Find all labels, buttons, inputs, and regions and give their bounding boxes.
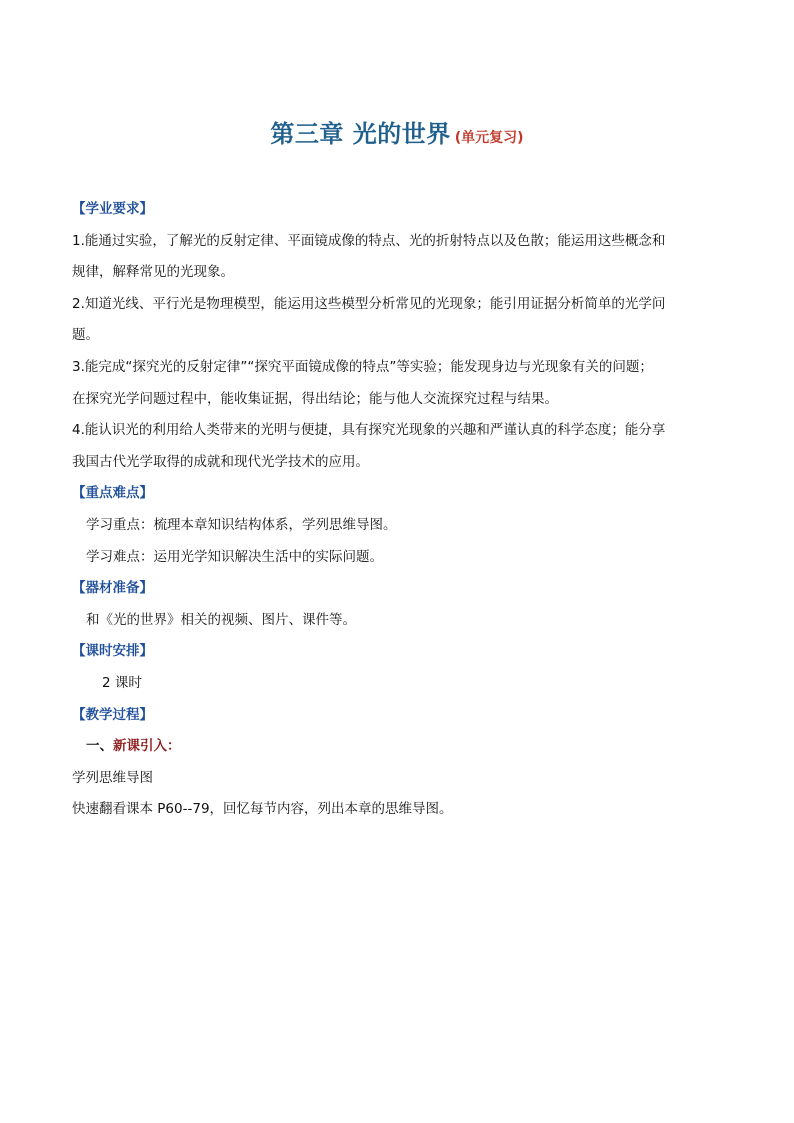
section-heading-requirements: 【学业要求】 xyxy=(72,201,153,217)
requirement-line: 3.能完成“探究光的反射定律”“探究平面镜成像的特点”等实验；能发现身边与光现象有关的问题； xyxy=(72,358,653,375)
requirement-line: 在探究光学问题过程中，能收集证据，得出结论；能与他人交流探究过程与结果。 xyxy=(72,390,558,407)
requirement-line: 题。 xyxy=(72,327,99,344)
document-body xyxy=(72,194,732,826)
process-step-prefix: 一、 xyxy=(86,738,113,755)
section-heading-key-points: 【重点难点】 xyxy=(72,485,153,502)
process-line: 学列思维导图 xyxy=(72,769,153,786)
requirement-line: 4.能认识光的利用给人类带来的光明与便捷，具有探究光现象的兴趣和严谨认真的科学态度；能分享 xyxy=(72,422,666,439)
chapter-subtitle: (单元复习) xyxy=(454,130,524,146)
section-heading-materials: 【器材准备】 xyxy=(72,580,153,597)
process-line: 快速翻看课本 P60--79，回忆每节内容，列出本章的思维导图。 xyxy=(72,801,453,818)
section-heading-schedule: 【课时安排】 xyxy=(72,643,153,660)
section-heading-process: 【教学过程】 xyxy=(72,706,153,723)
key-focus-text: 学习重点：梳理本章知识结构体系，学列思维导图。 xyxy=(86,516,397,533)
chapter-title: 第三章 光的世界 xyxy=(270,120,451,148)
requirement-line: 我国古代光学取得的成就和现代光学技术的应用。 xyxy=(72,453,369,470)
page-title xyxy=(0,114,794,149)
materials-text: 和《光的世界》相关的视频、图片、课件等。 xyxy=(86,611,356,628)
requirement-line: 2.知道光线、平行光是物理模型，能运用这些模型分析常见的光现象；能引用证据分析简单的光学问 xyxy=(72,295,666,312)
key-difficulty-text: 学习难点：运用光学知识解决生活中的实际问题。 xyxy=(86,548,383,565)
process-step-label: 新课引入： xyxy=(113,738,181,755)
requirement-line: 规律，解释常见的光现象。 xyxy=(72,264,234,281)
process-step-heading xyxy=(72,731,732,763)
requirement-line: 1.能通过实验，了解光的反射定律、平面镜成像的特点、光的折射特点以及色散；能运用这些概念和 xyxy=(72,232,666,249)
schedule-text: 2 课时 xyxy=(102,674,142,691)
